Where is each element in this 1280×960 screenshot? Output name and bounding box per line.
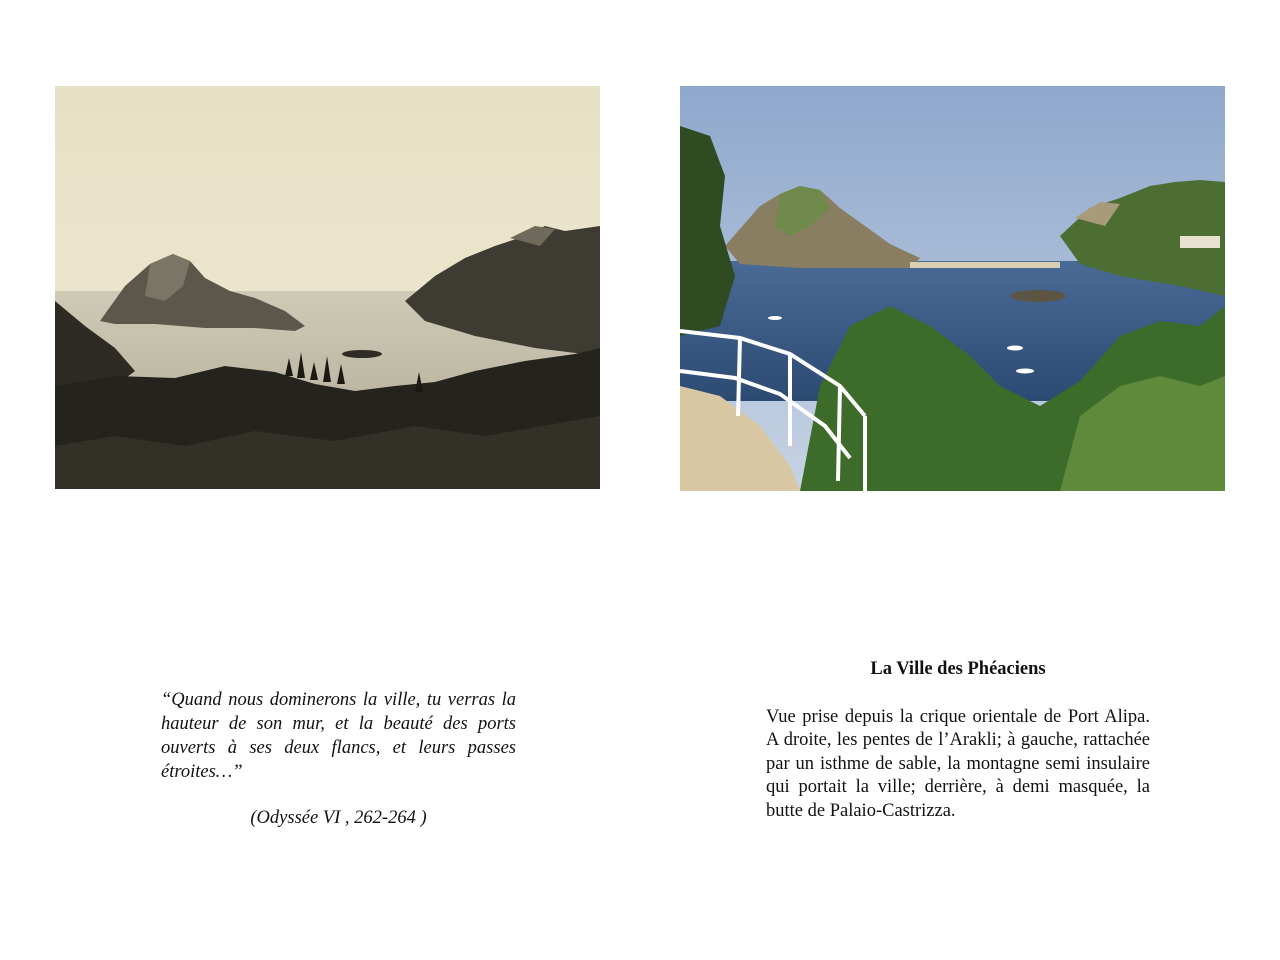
caption-text: Vue prise depuis la crique orientale de Port Alipa. A droite, les pentes de l’Arakli; à gauche, rattachée par un isthme de sable, la montagne semi insulaire qui portait la ville; derrière, à demi masquée, la butte de Palaio-Castrizza. xyxy=(766,706,1150,821)
odyssey-quote-block xyxy=(161,688,516,830)
color-landscape-image xyxy=(680,86,1225,491)
quote-citation: (Odyssée VI , 262-264 ) xyxy=(250,808,427,828)
color-bay-photo xyxy=(680,86,1225,491)
photo-caption-block xyxy=(766,658,1150,823)
caption-title: La Ville des Phéaciens xyxy=(870,659,1046,679)
odyssey-quote: “Quand nous dominerons la ville, tu verras la hauteur de son mur, et la beauté des ports ouverts à ses deux flancs, et leurs passes étroites…” xyxy=(161,690,516,782)
vintage-bay-photo xyxy=(55,86,600,489)
sepia-landscape-image xyxy=(55,86,600,489)
